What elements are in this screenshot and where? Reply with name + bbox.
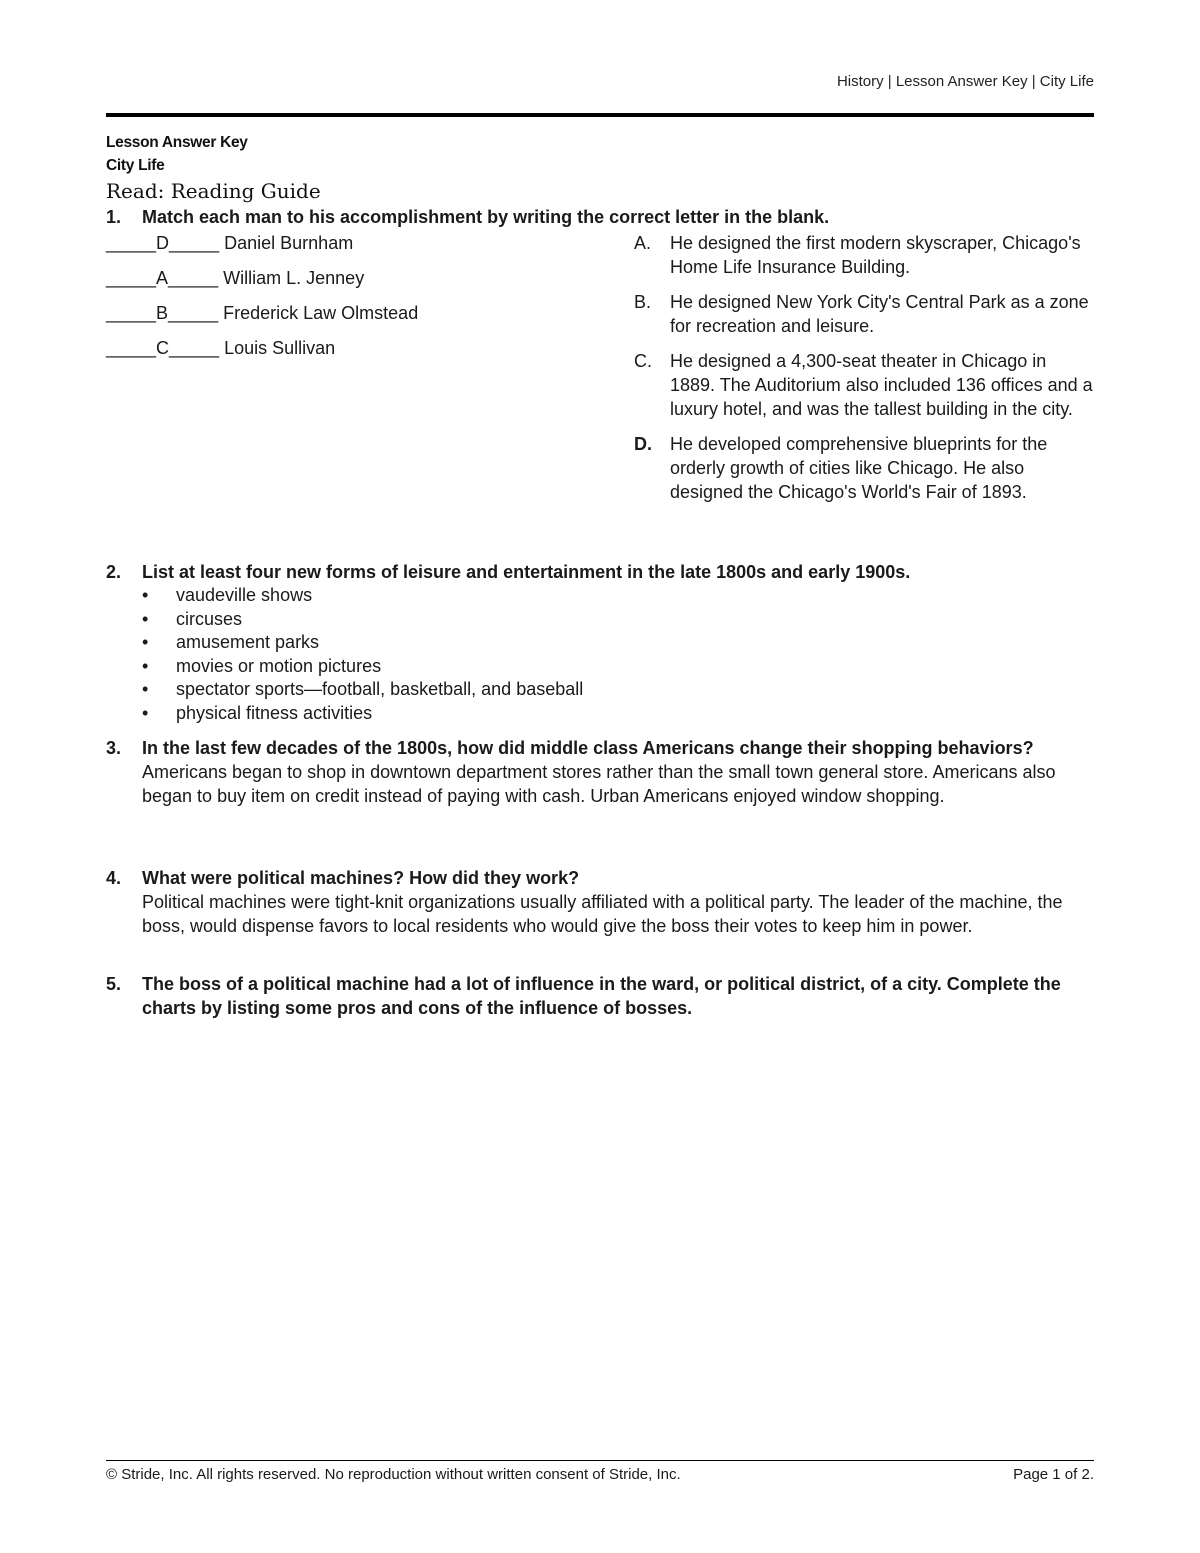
question-number: 5. <box>106 974 122 994</box>
answer-text: Americans began to shop in downtown department stores rather than the small town general store. Americans also began to buy item on credit instead of paying with cash. Urban Americans enjoyed window shopping. <box>142 762 1056 806</box>
list-item: • spectator sports—football, basketball, and baseball <box>142 678 1094 702</box>
question-1 <box>106 205 1094 229</box>
answer-blank: _____C_____ <box>106 338 220 358</box>
match-list <box>106 231 606 371</box>
list-item: • vaudeville shows <box>142 584 1094 608</box>
option-text: He designed a 4,300-seat theater in Chicago in 1889. The Auditorium also included 136 offices and a luxury hotel, and was the tallest building in the city. <box>670 351 1093 419</box>
question-number: 1. <box>106 207 122 227</box>
question-number: 3. <box>106 738 122 758</box>
match-row <box>106 301 606 336</box>
bullet-icon: • <box>142 702 149 723</box>
option-text: He designed New York City's Central Park as a zone for recreation and leisure. <box>670 292 1089 336</box>
bullet-icon: • <box>142 632 149 652</box>
option-b <box>634 290 1094 338</box>
footer-rule <box>106 1460 1094 1461</box>
lesson-title: City Life <box>106 157 165 174</box>
person-name: Frederick Law Olmstead <box>223 303 419 323</box>
question-text: List at least four new forms of leisure and entertainment in the late 1800s and early 1900s. <box>142 562 911 582</box>
running-header: History | Lesson Answer Key | City Life <box>836 73 1094 90</box>
question-text: In the last few decades of the 1800s, how did middle class Americans change their shopping behaviors? <box>142 738 1034 758</box>
option-letter: D. <box>634 434 652 454</box>
list-item: • amusement parks <box>142 631 1094 655</box>
copyright-notice: © Stride, Inc. All rights reserved. No reproduction without written consent of Stride, Inc. <box>106 1466 681 1483</box>
option-text: He developed comprehensive blueprints for the orderly growth of cities like Chicago. He also designed the Chicago's World's Fair of 1893. <box>670 434 1048 502</box>
match-row <box>106 336 606 371</box>
title-block <box>106 131 1094 205</box>
list-item: • physical fitness activities <box>142 702 1094 726</box>
match-row <box>106 266 606 301</box>
person-name: Daniel Burnham <box>224 233 354 253</box>
bullet-icon: • <box>142 608 149 629</box>
match-row <box>106 231 606 266</box>
person-name: Louis Sullivan <box>224 338 336 358</box>
answer-text: Political machines were tight-knit organizations usually affiliated with a political party. The leader of the machine, the boss, would dispense favors to local residents who would give the boss their votes to keep him in power. <box>142 892 1063 936</box>
list-item: • movies or motion pictures <box>142 655 1094 679</box>
option-letter: C. <box>634 351 652 371</box>
answer-blank: _____B_____ <box>106 303 219 323</box>
header-rule <box>106 113 1094 117</box>
question-text: The boss of a political machine had a lot of influence in the ward, or political district, of a city. Complete the charts by listing some pros and cons of the influence of bosses. <box>142 974 1061 1018</box>
option-a <box>634 231 1094 279</box>
bullet-icon: • <box>142 655 149 676</box>
list-item: • circuses <box>142 608 1094 632</box>
option-text: He designed the first modern skyscraper, Chicago's Home Life Insurance Building. <box>670 233 1081 277</box>
question-text: What were political machines? How did they work? <box>142 868 580 888</box>
option-letter: B. <box>634 292 652 312</box>
page-number: Page 1 of 2. <box>1013 1466 1094 1483</box>
person-name: William L. Jenney <box>223 268 365 288</box>
option-c <box>634 349 1094 421</box>
option-d <box>634 432 1094 504</box>
question-text: Match each man to his accomplishment by writing the correct letter in the blank. <box>142 207 830 227</box>
question-4 <box>106 866 1094 938</box>
question-number: 2. <box>106 562 122 582</box>
question-2 <box>106 560 1094 725</box>
option-letter: A. <box>634 233 652 253</box>
question-number: 4. <box>106 868 122 888</box>
entertainment-list <box>106 584 1094 725</box>
bullet-icon: • <box>142 679 149 699</box>
answer-blank: _____D_____ <box>106 233 220 253</box>
answer-blank: _____A_____ <box>106 268 219 288</box>
section-heading: Read: Reading Guide <box>106 179 321 203</box>
question-3 <box>106 736 1094 808</box>
option-list <box>634 231 1094 515</box>
doc-type-label: Lesson Answer Key <box>106 134 248 151</box>
question-5 <box>106 972 1094 1020</box>
bullet-icon: • <box>142 585 149 605</box>
